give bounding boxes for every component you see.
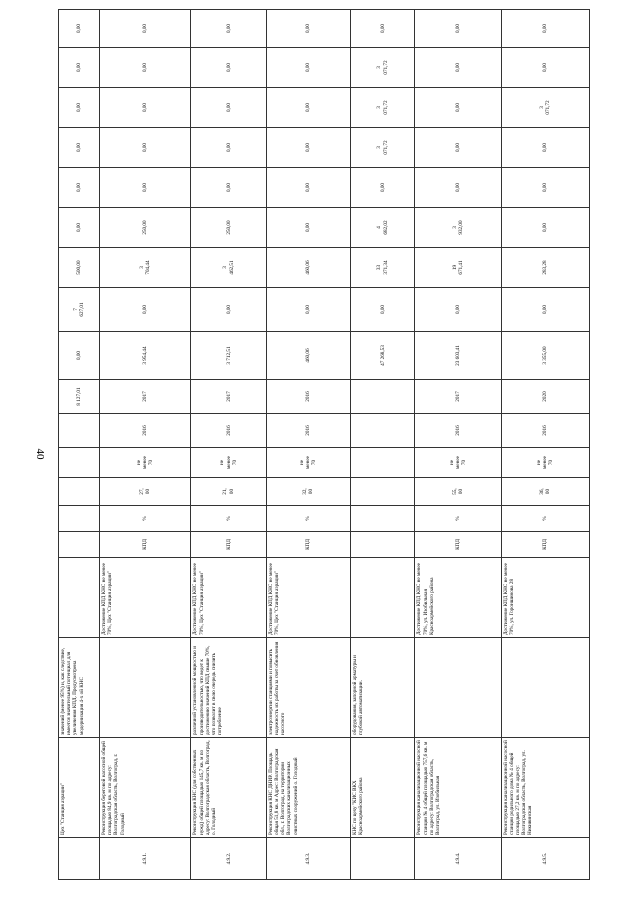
cell-end xyxy=(59,414,100,448)
cell-y4: 3 932,00 xyxy=(415,208,501,248)
cell-start: не менее 70 xyxy=(501,448,589,478)
cell-y9: 0,00 xyxy=(415,10,501,48)
cell-y7: 0,00 xyxy=(59,88,100,128)
cell-y4: 0,00 xyxy=(501,208,589,248)
cell-target: 21, 00 xyxy=(191,478,266,506)
cell-value xyxy=(350,506,415,532)
cell-y3: 500,00 xyxy=(59,248,100,288)
cell-y2: 0,00 xyxy=(99,288,191,332)
cell-total: 2017 xyxy=(191,380,266,414)
cell-y1: 0,00 xyxy=(59,332,100,380)
page-number: 40 xyxy=(34,448,46,460)
cell-total: 2017 xyxy=(415,380,501,414)
cell-y7: 0,00 xyxy=(415,88,501,128)
cell-start xyxy=(59,448,100,478)
cell-end: 2016 xyxy=(191,414,266,448)
cell-y4: 250,00 xyxy=(191,208,266,248)
cell-y5: 0,00 xyxy=(59,168,100,208)
cell-y5: 0,00 xyxy=(191,168,266,208)
cell-y7: 0,00 xyxy=(266,88,350,128)
cell-indicator: Достижение КПД КНС не менее 70%, ул. Гороншинова 28 xyxy=(501,558,589,638)
cell-unit xyxy=(59,532,100,558)
cell-value xyxy=(59,506,100,532)
table-row xyxy=(350,10,415,880)
cell-code: 4.9.3. xyxy=(266,838,350,880)
cell-y9: 0,00 xyxy=(191,10,266,48)
cell-y3: 3 704,44 xyxy=(99,248,191,288)
cell-y3: 19 671,41 xyxy=(415,248,501,288)
cell-unit: КПД xyxy=(99,532,191,558)
cell-target: 27, 00 xyxy=(99,478,191,506)
cell-y3: 3 462,51 xyxy=(191,248,266,288)
cell-start: не менее 70 xyxy=(266,448,350,478)
cell-y7: 0,00 xyxy=(99,88,191,128)
cell-y1: 23 603,41 xyxy=(415,332,501,380)
cell-y3: 460,06 xyxy=(266,248,350,288)
cell-unit: КПД xyxy=(266,532,350,558)
cell-code: 4.9.5. xyxy=(501,838,589,880)
cell-y9: 0,00 xyxy=(350,10,415,48)
cell-name: КНС по цеху "КИС ВКХ Красноармейского района xyxy=(350,738,415,838)
cell-justification xyxy=(99,638,191,738)
cell-y6: 0,00 xyxy=(415,128,501,168)
cell-end: 2016 xyxy=(501,414,589,448)
cell-y1: 3 355,00 xyxy=(501,332,589,380)
cell-value: % xyxy=(266,506,350,532)
cell-target: 55, 00 xyxy=(415,478,501,506)
cell-indicator: Достижение КПД КНС не менее 70%, ул. Изобильная Красноармейского района xyxy=(415,558,501,638)
cell-value: % xyxy=(191,506,266,532)
cell-y6: 0,00 xyxy=(266,128,350,168)
cell-y9: 0,00 xyxy=(501,10,589,48)
cell-justification: значений (менее 95%) и, как следствие, имеется значительный потенциал для увеличения КПД. Предусмотрена модернизация 4-х ой КНС xyxy=(59,638,100,738)
cell-y7: 3 071,72 xyxy=(350,88,415,128)
cell-name: Реконструкция канализационной насосной станции № 4 общей площадью 757,6 кв. м по адресу: Волгоградская область, Волгоград, ул. Изобильная xyxy=(415,738,501,838)
table-row xyxy=(59,10,100,880)
cell-total: 2017 xyxy=(99,380,191,414)
cell-indicator xyxy=(350,558,415,638)
rotated-table-body xyxy=(58,23,590,880)
cell-y8: 0,00 xyxy=(99,48,191,88)
cell-start xyxy=(350,448,415,478)
investment-program-table xyxy=(58,9,590,880)
cell-justification: электроэнергии станциями и повысить надежность их работы за счет обновления насосного xyxy=(266,638,350,738)
cell-y4: 4 682,02 xyxy=(350,208,415,248)
cell-y8: 0,00 xyxy=(266,48,350,88)
cell-y6: 0,00 xyxy=(99,128,191,168)
cell-total: 2020 xyxy=(501,380,589,414)
cell-y8: 3 071,72 xyxy=(350,48,415,88)
cell-unit: КПД xyxy=(191,532,266,558)
table-row xyxy=(191,10,266,880)
cell-unit: КПД xyxy=(415,532,501,558)
rotated-table-frame xyxy=(58,23,590,880)
cell-target xyxy=(350,478,415,506)
table-row xyxy=(415,10,501,880)
cell-code: 4.9.2. xyxy=(191,838,266,880)
cell-y1: 3 954,44 xyxy=(99,332,191,380)
cell-y4: 250,00 xyxy=(99,208,191,248)
cell-value: % xyxy=(415,506,501,532)
cell-y3: 283,28 xyxy=(501,248,589,288)
cell-end xyxy=(350,414,415,448)
cell-unit: КПД xyxy=(501,532,589,558)
cell-name: Реконструкция береговой насосной общей площадью 84,9 кв. м по адресу: Волгоградская область, Волгоград, г. Голодный xyxy=(99,738,191,838)
cell-y2: 0,00 xyxy=(415,288,501,332)
cell-value: % xyxy=(99,506,191,532)
cell-y8: 0,00 xyxy=(501,48,589,88)
cell-value: % xyxy=(501,506,589,532)
cell-y5: 0,00 xyxy=(501,168,589,208)
cell-y5: 0,00 xyxy=(350,168,415,208)
cell-y2: 0,00 xyxy=(501,288,589,332)
cell-end: 2016 xyxy=(99,414,191,448)
cell-total: 8 127,01 xyxy=(59,380,100,414)
cell-y8: 0,00 xyxy=(415,48,501,88)
cell-code: 4.9.4. xyxy=(415,838,501,880)
cell-y2: 0,00 xyxy=(266,288,350,332)
cell-justification xyxy=(415,638,501,738)
cell-y5: 0,00 xyxy=(415,168,501,208)
cell-y1: 3 712,51 xyxy=(191,332,266,380)
cell-y2: 0,00 xyxy=(191,288,266,332)
table-row xyxy=(266,10,350,880)
cell-y3: 33 371,34 xyxy=(350,248,415,288)
cell-code: 4.9.1. xyxy=(99,838,191,880)
cell-start: не менее 70 xyxy=(191,448,266,478)
cell-name: Реконструкция КНС ДНИР. Площадь общая 51,8 кв. м Адрес: Волгоградская обл., г. Волгоград, на территории Волгоградских канализационных очистных сооружений о. Голодный xyxy=(266,738,350,838)
cell-indicator: Достижение КПД КНС не менее 70%, Цех "Станция аэрации" xyxy=(99,558,191,638)
cell-justification: оборудования, запорной арматуры и глубокой автоматизации. xyxy=(350,638,415,738)
cell-y6: 0,00 xyxy=(59,128,100,168)
cell-indicator: Достижение КПД КНС не менее 70%, Цех "Станция аэрации" xyxy=(191,558,266,638)
cell-y1: 460,06 xyxy=(266,332,350,380)
cell-indicator xyxy=(59,558,100,638)
cell-y1: 47 268,53 xyxy=(350,332,415,380)
cell-y9: 0,00 xyxy=(99,10,191,48)
cell-justification: различной установленной мощностью и производительностью, что ведет к достижению значений КПД свыше 70%, что позволит в свою очередь снизить потребление xyxy=(191,638,266,738)
cell-y5: 0,00 xyxy=(266,168,350,208)
cell-y8: 0,00 xyxy=(191,48,266,88)
cell-name: Реконструкция КНС (для собственных нужд) общей площадью 145,7 кв. м по адресу: Волгоградская область, Волгоград, о. Голодный xyxy=(191,738,266,838)
cell-y9: 0,00 xyxy=(266,10,350,48)
cell-start: не менее 70 xyxy=(99,448,191,478)
cell-code xyxy=(59,838,100,880)
cell-y6: 0,00 xyxy=(501,128,589,168)
cell-y9: 0,00 xyxy=(59,10,100,48)
cell-total xyxy=(350,380,415,414)
cell-indicator: Достижение КПД КНС не менее 70%, Цех "Станция аэрации" xyxy=(266,558,350,638)
cell-y6: 3 071,72 xyxy=(350,128,415,168)
cell-name: Реконструкция канализационной насосной станции родильного дома № 4 общей площадью 27,2 кв. м по адресу: Волгоградская область, Волгоград, ул. Никивинская xyxy=(501,738,589,838)
cell-y6: 0,00 xyxy=(191,128,266,168)
cell-start: не менее 70 xyxy=(415,448,501,478)
cell-code xyxy=(350,838,415,880)
cell-y2: 7 627,01 xyxy=(59,288,100,332)
cell-end: 2016 xyxy=(415,414,501,448)
cell-y5: 0,00 xyxy=(99,168,191,208)
cell-y7: 0,00 xyxy=(191,88,266,128)
cell-target: 36, 00 xyxy=(501,478,589,506)
cell-unit xyxy=(350,532,415,558)
cell-target: 32, 00 xyxy=(266,478,350,506)
table-row xyxy=(99,10,191,880)
cell-name: Цех "Станция аэрации" xyxy=(59,738,100,838)
cell-y4: 0,00 xyxy=(266,208,350,248)
cell-total: 2016 xyxy=(266,380,350,414)
cell-y2: 0,00 xyxy=(350,288,415,332)
cell-y7: 3 071,72 xyxy=(501,88,589,128)
cell-y4: 0,00 xyxy=(59,208,100,248)
cell-justification xyxy=(501,638,589,738)
cell-target xyxy=(59,478,100,506)
cell-y8: 0,00 xyxy=(59,48,100,88)
cell-end: 2016 xyxy=(266,414,350,448)
table-row xyxy=(501,10,589,880)
